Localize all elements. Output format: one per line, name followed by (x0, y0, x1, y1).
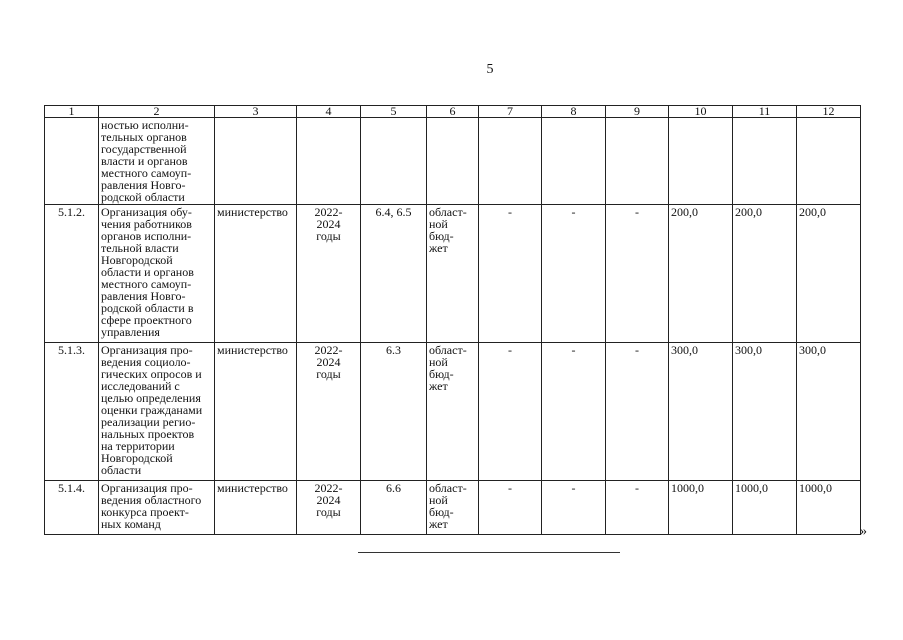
funding-source: област- ной бюд- жет (427, 481, 479, 535)
executor: министерство (215, 343, 297, 481)
col-header: 4 (297, 106, 361, 118)
cell-10: 1000,0 (669, 481, 733, 535)
cell-7: - (479, 343, 542, 481)
cell-9: - (606, 481, 669, 535)
target-indicator: 6.6 (361, 481, 427, 535)
table-row (45, 481, 861, 535)
cell (797, 118, 861, 205)
separator-line (358, 552, 620, 553)
continuation-row (45, 118, 861, 205)
cell-11: 300,0 (733, 343, 797, 481)
header-row (45, 106, 861, 118)
cell-7: - (479, 481, 542, 535)
funding-source: област- ной бюд- жет (427, 343, 479, 481)
funding-source: област- ной бюд- жет (427, 205, 479, 343)
period: 2022- 2024 годы (297, 205, 361, 343)
cell (45, 118, 99, 205)
cell-12: 200,0 (797, 205, 861, 343)
cell-11: 200,0 (733, 205, 797, 343)
closing-quote: » (860, 524, 867, 539)
cell (361, 118, 427, 205)
cell-10: 300,0 (669, 343, 733, 481)
col-header: 5 (361, 106, 427, 118)
row-number: 5.1.2. (45, 205, 99, 343)
col-header: 10 (669, 106, 733, 118)
continuation-text: ностью исполни- тельных органов государственной власти и органов местного самоуп- равления Новго- родской области (99, 118, 215, 205)
cell-12: 1000,0 (797, 481, 861, 535)
cell (733, 118, 797, 205)
col-header: 2 (99, 106, 215, 118)
row-number: 5.1.4. (45, 481, 99, 535)
cell (606, 118, 669, 205)
page-number: 5 (486, 62, 494, 77)
col-header: 12 (797, 106, 861, 118)
cell-9: - (606, 343, 669, 481)
table-row (45, 205, 861, 343)
cell (215, 118, 297, 205)
cell-10: 200,0 (669, 205, 733, 343)
col-header: 1 (45, 106, 99, 118)
activity-description: Организация про- ведения областного конкурса проект- ных команд (99, 481, 215, 535)
cell-11: 1000,0 (733, 481, 797, 535)
period: 2022- 2024 годы (297, 343, 361, 481)
col-header: 11 (733, 106, 797, 118)
cell-7: - (479, 205, 542, 343)
col-header: 9 (606, 106, 669, 118)
cell-8: - (542, 205, 606, 343)
col-header: 6 (427, 106, 479, 118)
cell (669, 118, 733, 205)
cell-9: - (606, 205, 669, 343)
cell (479, 118, 542, 205)
cell (542, 118, 606, 205)
activity-description: Организация обу- чения работников органов исполни- тельной власти Новгородской области и органов местного самоуп- равления Новго- родской области в сфере проектного управления (99, 205, 215, 343)
col-header: 8 (542, 106, 606, 118)
activity-description: Организация про- ведения социоло- гических опросов и исследований с целью определения оценки гражданами реализации регио- нальных проектов на территории Новгородской области (99, 343, 215, 481)
target-indicator: 6.4, 6.5 (361, 205, 427, 343)
executor: министерство (215, 205, 297, 343)
col-header: 7 (479, 106, 542, 118)
col-header: 3 (215, 106, 297, 118)
cell-8: - (542, 481, 606, 535)
row-number: 5.1.3. (45, 343, 99, 481)
cell (297, 118, 361, 205)
cell-12: 300,0 (797, 343, 861, 481)
cell (427, 118, 479, 205)
executor: министерство (215, 481, 297, 535)
target-indicator: 6.3 (361, 343, 427, 481)
cell-8: - (542, 343, 606, 481)
table-row (45, 343, 861, 481)
activities-table (44, 105, 861, 535)
period: 2022- 2024 годы (297, 481, 361, 535)
